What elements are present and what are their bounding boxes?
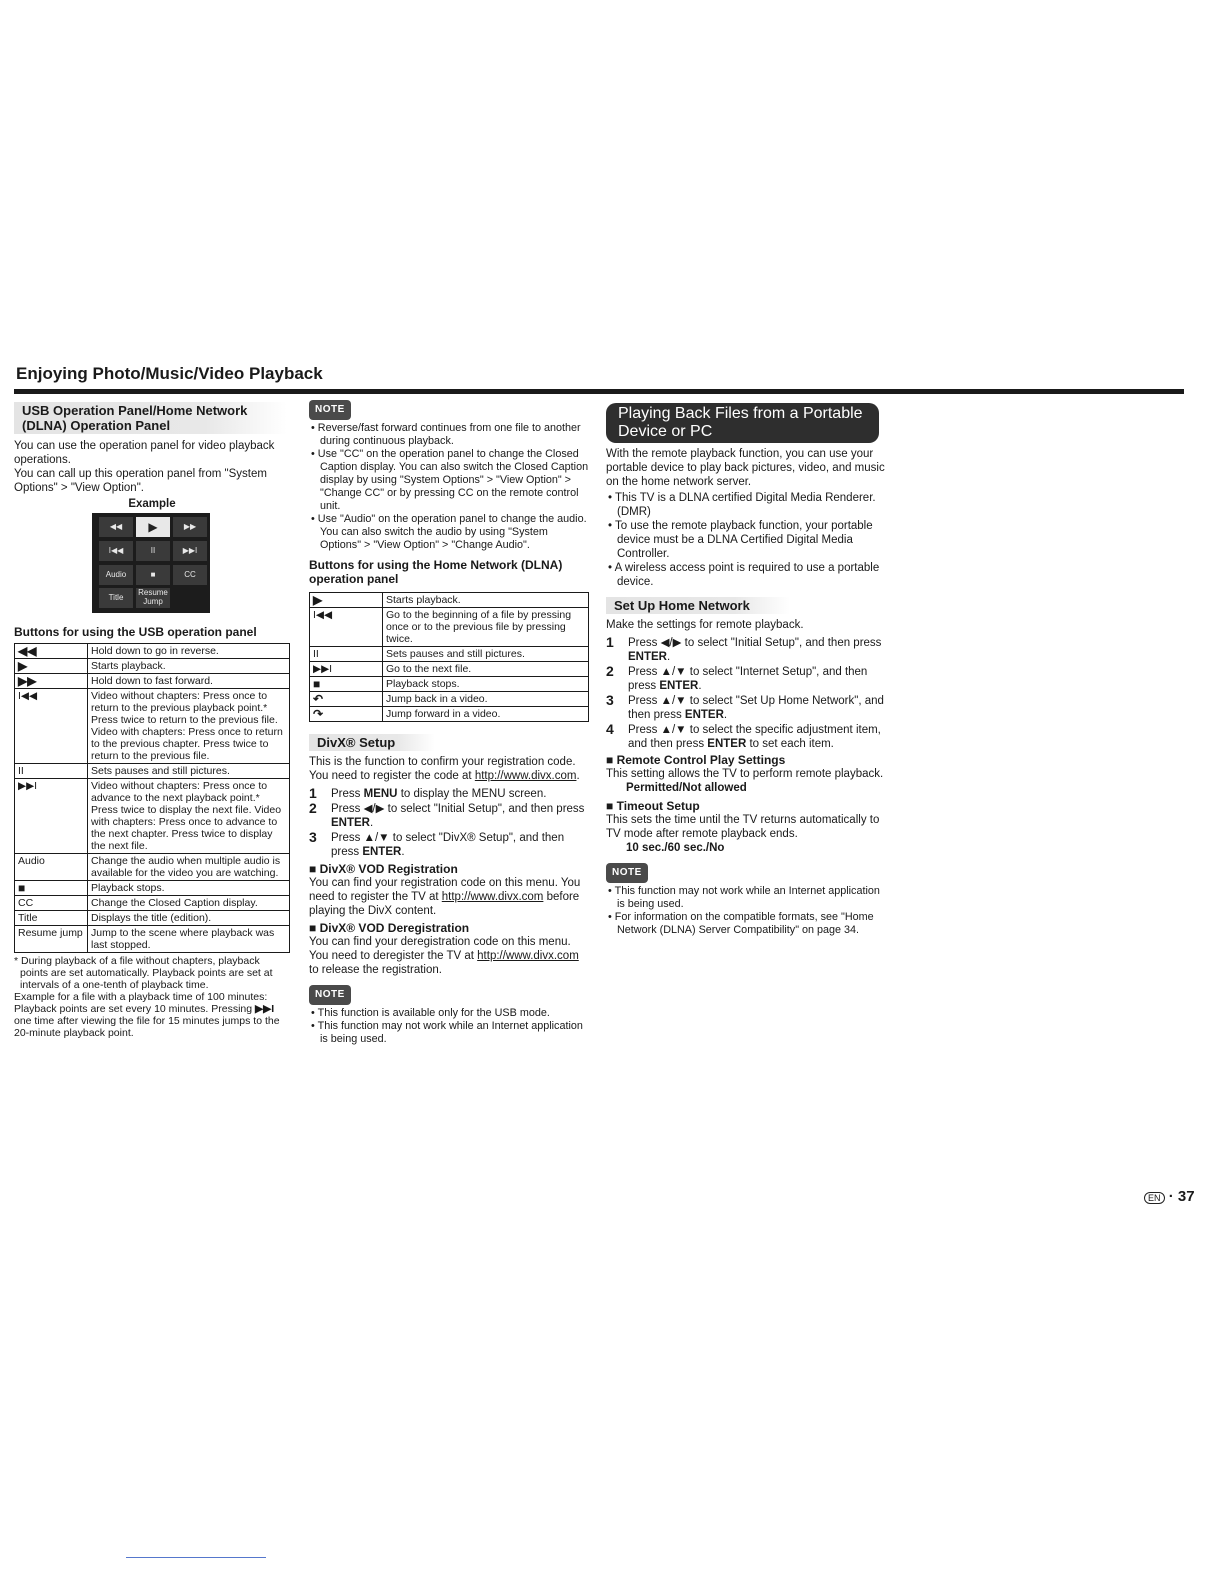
table-desc-cell: Hold down to fast forward. [88, 674, 290, 689]
table-row [15, 659, 290, 674]
list-item: • Use "CC" on the operation panel to change the Closed Caption display. You can also switch the Closed Caption display by using "System Options" > "View Option" > "Change CC" or by pressing CC on the remote control unit. [309, 448, 589, 513]
table-key-cell: ■ [310, 677, 383, 692]
example-text-a: Example for a file with a playback time of 100 minutes: Playback points are set every 10 minutes. Pressing [14, 991, 268, 1015]
setup-intro: Make the settings for remote playback. [606, 619, 804, 631]
panel-button: ■ [136, 565, 170, 585]
step-number: 1 [606, 634, 614, 650]
usb-panel-section [14, 402, 290, 1039]
usb-table-heading: Buttons for using the USB operation panel [14, 625, 257, 639]
step-text-end: . [401, 846, 405, 858]
panel-button: ▶▶I [173, 541, 207, 561]
step-number: 2 [606, 663, 614, 679]
list-item: • Reverse/fast forward continues from one file to another during continuous playback. [309, 422, 589, 448]
step-item [606, 723, 886, 751]
table-key-cell: ▶ [310, 593, 383, 608]
divx-intro-text: This is the function to confirm your registration code. You need to register the code at [309, 756, 576, 782]
language-badge: EN [1144, 1192, 1165, 1204]
deregistration-link[interactable]: http://www.divx.com [477, 950, 579, 962]
table-key-cell: ▶▶ [15, 674, 88, 689]
usb-panel-heading [14, 402, 287, 434]
portable-playback-banner [606, 403, 879, 443]
divx-setup-heading: DivX® Setup [309, 734, 435, 751]
table-desc-cell: Change the Closed Caption display. [88, 896, 290, 911]
step-key: ENTER [659, 680, 699, 692]
panel-button: CC [173, 565, 207, 585]
table-desc-cell: Jump forward in a video. [383, 707, 589, 722]
step-text: Press ◀/▶ to select "Initial Setup", and then press [331, 803, 585, 815]
step-number: 3 [309, 829, 317, 845]
dlna-buttons-table [309, 592, 589, 722]
portable-intro: With the remote playback function, you can use your portable device to play back pictures, video, and music on the home network server. [606, 448, 885, 488]
panel-button: II [136, 541, 170, 561]
table-desc-cell: Sets pauses and still pictures. [383, 647, 589, 662]
list-item: • For information on the compatible formats, see "Home Network (DLNA) Server Compatibility" on page 34. [606, 911, 886, 937]
usb-intro-2: You can call up this operation panel from "System Options" > "View Option". [14, 468, 267, 494]
reg-text-b: before playing the DivX content. [309, 891, 580, 917]
table-row [310, 593, 589, 608]
table-key-cell: I◀◀ [310, 608, 383, 647]
page-number-value: 37 [1177, 1188, 1195, 1205]
list-item: • To use the remote playback function, your portable device must be a DLNA Certified Digital Media Controller. [606, 519, 886, 561]
table-key-cell: CC [15, 896, 88, 911]
banner-line1: Playing Back Files from a Portable [618, 405, 863, 422]
table-desc-cell: Go to the next file. [383, 662, 589, 677]
divx-intro [309, 755, 589, 783]
step-text-end: . [666, 651, 671, 663]
divx-deregistration-heading: ■ DivX® VOD Deregistration [309, 921, 470, 935]
panel-button: I◀◀ [99, 541, 133, 561]
table-key-cell: ▶▶I [15, 779, 88, 854]
step-item [606, 636, 886, 664]
timeout-setup-text: This sets the time until the TV returns automatically to TV mode after remote playback ends. [606, 814, 880, 840]
table-desc-cell: Video without chapters: Press once to advance to the next playback point.* Press twice to display the next file. Video with chapters: Press once to advance to the next chapter. Press twice to display the next file. [88, 779, 290, 854]
divx-intro-end: . [576, 770, 580, 782]
table-desc-cell: Jump to the scene where playback was last stopped. [88, 926, 290, 953]
note-badge-3: NOTE [606, 863, 648, 883]
portable-bullets [606, 491, 886, 589]
step-item [606, 665, 886, 693]
remote-control-play-heading: ■ Remote Control Play Settings [606, 753, 786, 767]
table-key-cell: Title [15, 911, 88, 926]
table-row [15, 689, 290, 764]
remote-control-play-options: Permitted/Not allowed [626, 782, 747, 794]
table-key-cell: ▶▶I [310, 662, 383, 677]
usb-panel-heading-line1: USB Operation Panel/Home Network [22, 403, 248, 418]
reg-text-a: You can find your registration code on this menu. You need to register the TV at [309, 877, 581, 903]
page-number-separator: · [1168, 1188, 1174, 1205]
table-row [15, 896, 290, 911]
step-item [309, 787, 589, 801]
panel-button: ◀◀ [99, 517, 133, 537]
table-row [310, 662, 589, 677]
usb-intro-1: You can use the operation panel for video playback operations. [14, 440, 275, 466]
step-item [309, 831, 589, 859]
portable-playback-section [606, 403, 886, 937]
table-key-cell: ▶ [15, 659, 88, 674]
step-number: 4 [606, 721, 614, 737]
table-desc-cell: Hold down to go in reverse. [88, 644, 290, 659]
dereg-text-a: You can find your deregistration code on this menu. You need to deregister the TV at [309, 936, 571, 962]
table-key-cell: ■ [15, 881, 88, 896]
table-row [15, 911, 290, 926]
table-key-cell: ◀◀ [15, 644, 88, 659]
list-item: • This function may not work while an Internet application is being used. [309, 1020, 589, 1046]
page-number [1144, 1188, 1195, 1205]
table-row [310, 707, 589, 722]
table-desc-cell: Displays the title (edition). [88, 911, 290, 926]
step-text-end: to set each item. [749, 738, 834, 750]
usb-footnote: * During playback of a file without chapters, playback points are set automatically. Playback points are set at intervals of a one-tenth of playback time. [14, 955, 273, 991]
step-text-end: . [369, 817, 374, 829]
skip-forward-icon: ▶▶I [255, 1003, 275, 1015]
usb-example-text [14, 991, 290, 1039]
table-row [15, 644, 290, 659]
divx-deregistration-text [309, 935, 589, 977]
divx-link[interactable]: http://www.divx.com [474, 770, 577, 782]
step-key: ENTER [684, 709, 724, 721]
banner-line2: Device or PC [618, 423, 713, 440]
step-text: Press ▲/▼ to select "DivX® Setup", and then press [331, 832, 565, 858]
table-row [15, 779, 290, 854]
step-text: Press ▲/▼ to select the specific adjustment item, and then press [628, 724, 881, 750]
example-text-b: one time after viewing the file for 15 minutes jumps to the 20-minute playback point. [14, 1015, 280, 1039]
list-item: • This function is available only for the USB mode. [309, 1007, 589, 1020]
setup-home-network-heading: Set Up Home Network [606, 597, 790, 614]
divx-registration-text [309, 876, 589, 918]
usb-panel-heading-line2: (DLNA) Operation Panel [22, 418, 171, 433]
table-row [15, 926, 290, 953]
table-desc-cell: Playback stops. [88, 881, 290, 896]
step-text: Press ▲/▼ to select "Internet Setup", and then press [628, 666, 868, 692]
note-list [309, 422, 589, 552]
step-key: ENTER [362, 846, 402, 858]
note-list-3 [606, 885, 886, 937]
table-desc-cell: Starts playback. [88, 659, 290, 674]
list-item: • A wireless access point is required to use a portable device. [606, 561, 886, 589]
panel-button: Resume Jump [136, 588, 170, 608]
page-title: Enjoying Photo/Music/Video Playback [16, 364, 323, 383]
dereg-text-b: to release the registration. [309, 964, 442, 976]
step-key: ENTER [707, 738, 747, 750]
list-item: • This TV is a DLNA certified Digital Media Renderer. (DMR) [606, 491, 886, 519]
table-row [310, 677, 589, 692]
table-key-cell: Resume jump [15, 926, 88, 953]
table-row [310, 692, 589, 707]
step-number: 1 [309, 785, 317, 801]
step-item [606, 694, 886, 722]
step-text-end: . [723, 709, 728, 721]
table-desc-cell: Jump back in a video. [383, 692, 589, 707]
step-text: Press [331, 788, 361, 800]
step-number: 3 [606, 692, 614, 708]
table-row [310, 647, 589, 662]
table-desc-cell: Go to the beginning of a file by pressing once or to the previous file by pressing twice. [383, 608, 589, 647]
divx-registration-heading: ■ DivX® VOD Registration [309, 862, 458, 876]
step-item [309, 802, 589, 830]
step-text-end: . [698, 680, 702, 692]
table-key-cell: I◀◀ [15, 689, 88, 764]
step-text: Press ◀/▶ to select "Initial Setup", and then press [628, 637, 882, 649]
timeout-setup-options: 10 sec./60 sec./No [626, 842, 725, 854]
usb-buttons-table [14, 643, 290, 953]
timeout-setup-heading: ■ Timeout Setup [606, 799, 700, 813]
table-desc-cell: Starts playback. [383, 593, 589, 608]
table-desc-cell: Video without chapters: Press once to return to the previous playback point.* Press twice to return to the previous file. Video with chapters: Press once to return to the previous chapter. Press twice to return to the previous file. [88, 689, 290, 764]
table-row [15, 764, 290, 779]
step-key: ENTER [628, 651, 667, 663]
table-desc-cell: Sets pauses and still pictures. [88, 764, 290, 779]
table-row [15, 881, 290, 896]
panel-button: ▶ [136, 517, 170, 537]
note-list-2 [309, 1007, 589, 1046]
middle-section [309, 400, 589, 1046]
table-row [15, 854, 290, 881]
dlna-table-heading: Buttons for using the Home Network (DLNA) operation panel [309, 558, 563, 586]
setup-steps [606, 636, 886, 751]
step-number: 2 [309, 800, 317, 816]
example-label: Example [128, 498, 176, 510]
table-key-cell: ↶ [310, 692, 383, 707]
list-item: • Use "Audio" on the operation panel to change the audio. You can also switch the audio by using "System Options" > "View Option" > "Change Audio". [309, 513, 589, 552]
registration-link[interactable]: http://www.divx.com [441, 891, 544, 903]
remote-control-play-text: This setting allows the TV to perform remote playback. [606, 768, 884, 780]
table-key-cell: Audio [15, 854, 88, 881]
table-row [15, 674, 290, 689]
panel-button: Audio [99, 565, 133, 585]
panel-button: Title [99, 588, 133, 608]
step-text-end: to display the MENU screen. [400, 788, 547, 800]
list-item: • This function may not work while an Internet application is being used. [606, 885, 886, 911]
table-key-cell: ↷ [310, 707, 383, 722]
panel-button: ▶▶ [173, 517, 207, 537]
divx-steps [309, 787, 589, 859]
step-text: Press ▲/▼ to select "Set Up Home Network", and then press [628, 695, 884, 721]
step-key: MENU [363, 788, 398, 800]
table-key-cell: II [15, 764, 88, 779]
note-badge-2: NOTE [309, 985, 351, 1005]
footer-line [126, 1557, 266, 1558]
table-desc-cell: Playback stops. [383, 677, 589, 692]
table-row [310, 608, 589, 647]
table-key-cell: II [310, 647, 383, 662]
step-key: ENTER [331, 817, 370, 829]
table-desc-cell: Change the audio when multiple audio is available for the video you are watching. [88, 854, 290, 881]
title-rule [14, 389, 1184, 394]
note-badge: NOTE [309, 400, 351, 420]
operation-panel-example [92, 513, 210, 613]
